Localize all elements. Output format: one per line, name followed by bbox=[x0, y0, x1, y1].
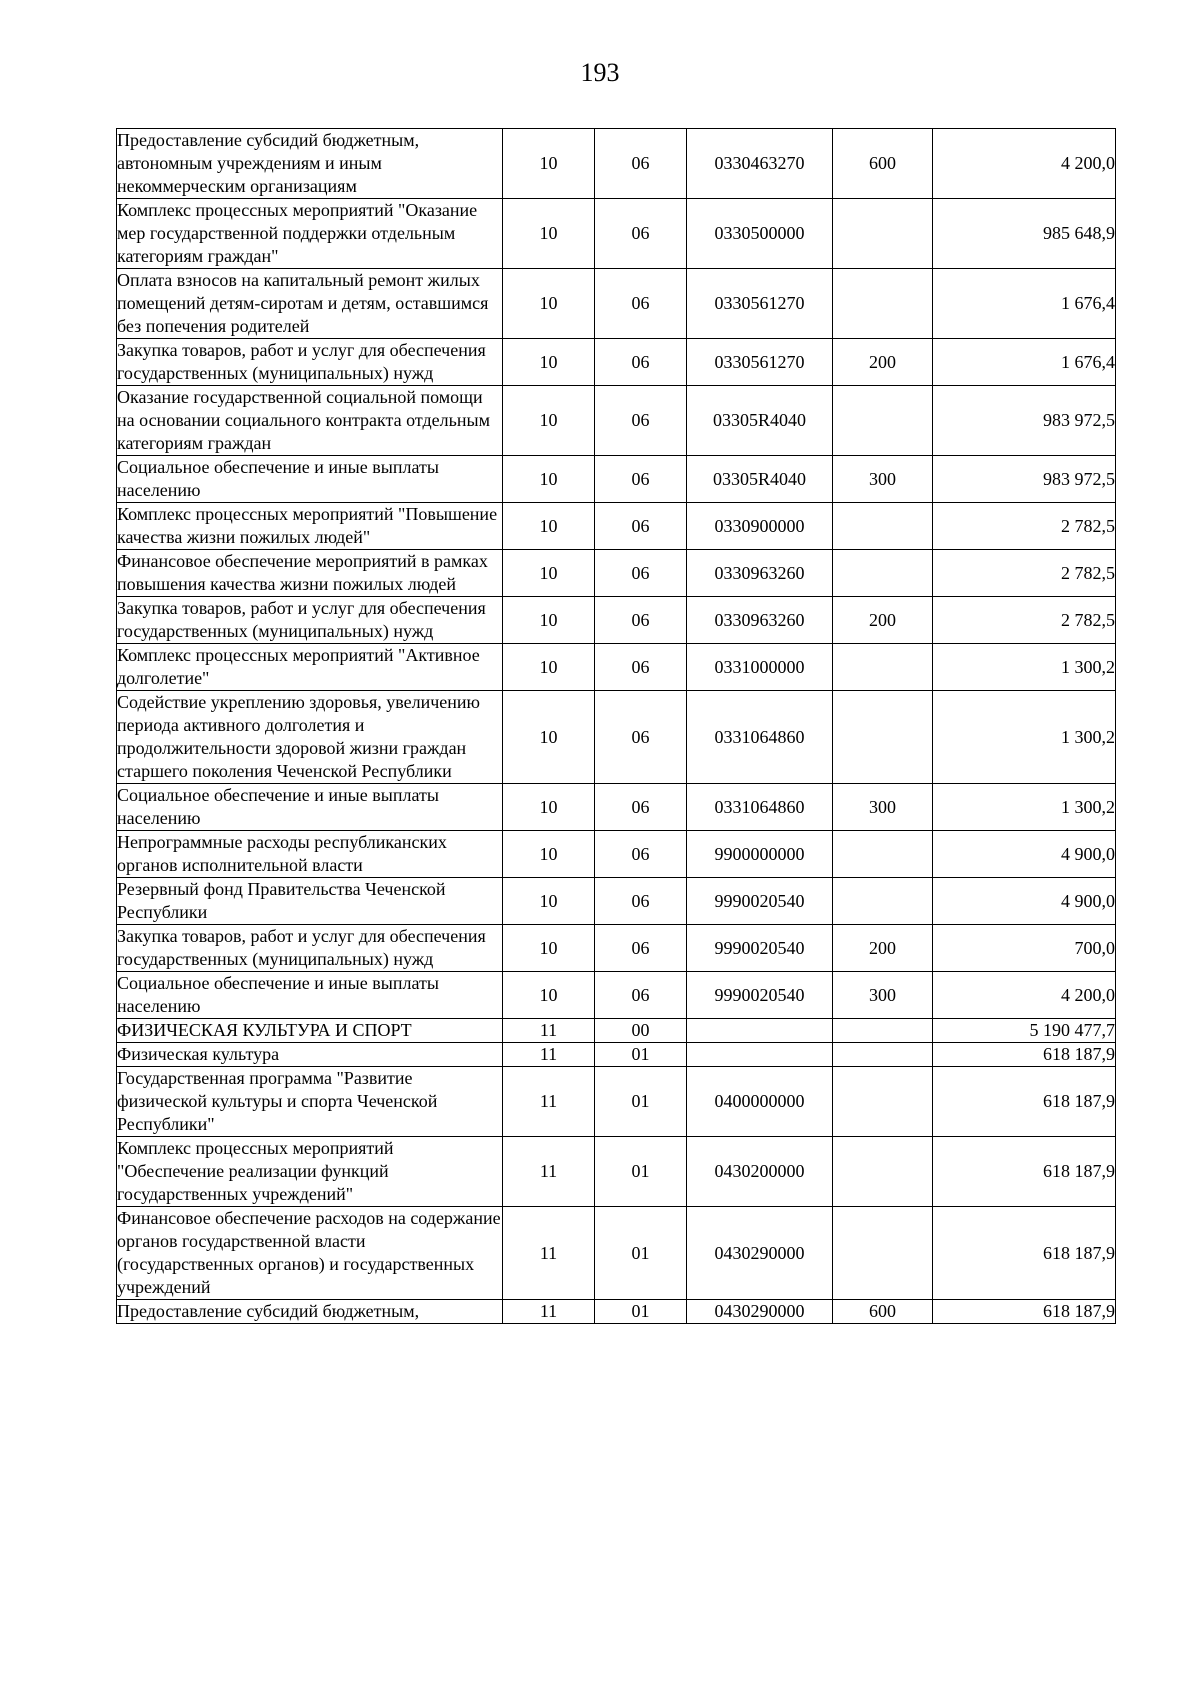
subsection-code-cell: 06 bbox=[595, 386, 687, 456]
target-article-cell: 03305R4040 bbox=[687, 386, 833, 456]
section-code-cell: 10 bbox=[503, 925, 595, 972]
expense-type-cell bbox=[833, 1067, 933, 1137]
subsection-code-cell: 06 bbox=[595, 644, 687, 691]
target-article-cell: 0330463270 bbox=[687, 129, 833, 199]
expense-name-cell: Социальное обеспечение и иные выплаты населению bbox=[117, 784, 503, 831]
expense-type-cell bbox=[833, 503, 933, 550]
expense-name-cell: Содействие укреплению здоровья, увеличению периода активного долголетия и продолжительности здоровой жизни граждан старшего поколения Чеченской Республики bbox=[117, 691, 503, 784]
target-article-cell: 0430290000 bbox=[687, 1300, 833, 1324]
expense-name-cell: Оплата взносов на капитальный ремонт жилых помещений детям-сиротам и детям, оставшимся без попечения родителей bbox=[117, 269, 503, 339]
amount-cell: 1 300,2 bbox=[933, 644, 1116, 691]
table-row bbox=[117, 1137, 1116, 1207]
amount-cell: 618 187,9 bbox=[933, 1043, 1116, 1067]
table-row bbox=[117, 129, 1116, 199]
target-article-cell: 9990020540 bbox=[687, 878, 833, 925]
section-code-cell: 11 bbox=[503, 1043, 595, 1067]
target-article-cell: 0330561270 bbox=[687, 339, 833, 386]
table-row bbox=[117, 199, 1116, 269]
target-article-cell: 0430200000 bbox=[687, 1137, 833, 1207]
table-row bbox=[117, 972, 1116, 1019]
table-row bbox=[117, 1043, 1116, 1067]
table-row bbox=[117, 691, 1116, 784]
subsection-code-cell: 06 bbox=[595, 925, 687, 972]
target-article-cell: 0400000000 bbox=[687, 1067, 833, 1137]
subsection-code-cell: 01 bbox=[595, 1043, 687, 1067]
subsection-code-cell: 06 bbox=[595, 199, 687, 269]
section-code-cell: 10 bbox=[503, 597, 595, 644]
expense-type-cell bbox=[833, 1043, 933, 1067]
target-article-cell: 0330963260 bbox=[687, 597, 833, 644]
subsection-code-cell: 01 bbox=[595, 1207, 687, 1300]
table-row bbox=[117, 386, 1116, 456]
target-article-cell bbox=[687, 1019, 833, 1043]
target-article-cell: 9990020540 bbox=[687, 972, 833, 1019]
amount-cell: 1 676,4 bbox=[933, 269, 1116, 339]
amount-cell: 618 187,9 bbox=[933, 1300, 1116, 1324]
amount-cell: 5 190 477,7 bbox=[933, 1019, 1116, 1043]
expense-name-cell: Государственная программа "Развитие физической культуры и спорта Чеченской Республики" bbox=[117, 1067, 503, 1137]
amount-cell: 983 972,5 bbox=[933, 386, 1116, 456]
amount-cell: 4 900,0 bbox=[933, 878, 1116, 925]
amount-cell: 2 782,5 bbox=[933, 597, 1116, 644]
expense-type-cell bbox=[833, 1207, 933, 1300]
amount-cell: 1 676,4 bbox=[933, 339, 1116, 386]
expense-type-cell: 300 bbox=[833, 972, 933, 1019]
expense-name-cell: Закупка товаров, работ и услуг для обеспечения государственных (муниципальных) нужд bbox=[117, 339, 503, 386]
expense-name-cell: Социальное обеспечение и иные выплаты населению bbox=[117, 972, 503, 1019]
amount-cell: 700,0 bbox=[933, 925, 1116, 972]
amount-cell: 1 300,2 bbox=[933, 691, 1116, 784]
page-number: 193 bbox=[580, 58, 620, 87]
amount-cell: 983 972,5 bbox=[933, 456, 1116, 503]
expense-type-cell: 200 bbox=[833, 597, 933, 644]
subsection-code-cell: 01 bbox=[595, 1300, 687, 1324]
expense-name-cell: ФИЗИЧЕСКАЯ КУЛЬТУРА И СПОРТ bbox=[117, 1019, 503, 1043]
section-code-cell: 10 bbox=[503, 972, 595, 1019]
table-row bbox=[117, 925, 1116, 972]
section-code-cell: 10 bbox=[503, 386, 595, 456]
amount-cell: 985 648,9 bbox=[933, 199, 1116, 269]
expense-type-cell: 600 bbox=[833, 1300, 933, 1324]
table-row bbox=[117, 550, 1116, 597]
table-row bbox=[117, 1207, 1116, 1300]
target-article-cell: 03305R4040 bbox=[687, 456, 833, 503]
subsection-code-cell: 06 bbox=[595, 691, 687, 784]
subsection-code-cell: 00 bbox=[595, 1019, 687, 1043]
amount-cell: 4 900,0 bbox=[933, 831, 1116, 878]
expense-name-cell: Комплекс процессных мероприятий "Повышение качества жизни пожилых людей" bbox=[117, 503, 503, 550]
table-row bbox=[117, 339, 1116, 386]
subsection-code-cell: 06 bbox=[595, 269, 687, 339]
subsection-code-cell: 06 bbox=[595, 831, 687, 878]
amount-cell: 618 187,9 bbox=[933, 1067, 1116, 1137]
target-article-cell: 0331064860 bbox=[687, 691, 833, 784]
section-code-cell: 10 bbox=[503, 339, 595, 386]
target-article-cell: 0330900000 bbox=[687, 503, 833, 550]
expense-name-cell: Комплекс процессных мероприятий "Оказание мер государственной поддержки отдельным категориям граждан" bbox=[117, 199, 503, 269]
amount-cell: 2 782,5 bbox=[933, 503, 1116, 550]
expense-name-cell: Резервный фонд Правительства Чеченской Республики bbox=[117, 878, 503, 925]
expense-name-cell: Непрограммные расходы республиканских органов исполнительной власти bbox=[117, 831, 503, 878]
target-article-cell: 0330561270 bbox=[687, 269, 833, 339]
expense-name-cell: Комплекс процессных мероприятий "Активное долголетие" bbox=[117, 644, 503, 691]
section-code-cell: 10 bbox=[503, 784, 595, 831]
target-article-cell bbox=[687, 1043, 833, 1067]
expense-type-cell bbox=[833, 386, 933, 456]
expense-type-cell: 300 bbox=[833, 784, 933, 831]
section-code-cell: 11 bbox=[503, 1067, 595, 1137]
section-code-cell: 10 bbox=[503, 456, 595, 503]
subsection-code-cell: 06 bbox=[595, 503, 687, 550]
table-row bbox=[117, 1019, 1116, 1043]
expense-name-cell: Оказание государственной социальной помощи на основании социального контракта отдельным категориям граждан bbox=[117, 386, 503, 456]
section-code-cell: 11 bbox=[503, 1137, 595, 1207]
table-row bbox=[117, 503, 1116, 550]
subsection-code-cell: 01 bbox=[595, 1067, 687, 1137]
section-code-cell: 10 bbox=[503, 503, 595, 550]
expense-type-cell bbox=[833, 550, 933, 597]
section-code-cell: 10 bbox=[503, 269, 595, 339]
subsection-code-cell: 06 bbox=[595, 972, 687, 1019]
budget-table-body bbox=[117, 129, 1116, 1324]
subsection-code-cell: 06 bbox=[595, 456, 687, 503]
section-code-cell: 11 bbox=[503, 1207, 595, 1300]
section-code-cell: 10 bbox=[503, 199, 595, 269]
subsection-code-cell: 06 bbox=[595, 878, 687, 925]
section-code-cell: 10 bbox=[503, 691, 595, 784]
expense-type-cell bbox=[833, 269, 933, 339]
expense-type-cell bbox=[833, 831, 933, 878]
table-row bbox=[117, 831, 1116, 878]
table-row bbox=[117, 269, 1116, 339]
expense-type-cell bbox=[833, 1137, 933, 1207]
expense-name-cell: Финансовое обеспечение расходов на содержание органов государственной власти (государственных органов) и государственных учреждений bbox=[117, 1207, 503, 1300]
amount-cell: 618 187,9 bbox=[933, 1137, 1116, 1207]
table-row bbox=[117, 1300, 1116, 1324]
expense-type-cell: 600 bbox=[833, 129, 933, 199]
expense-name-cell: Физическая культура bbox=[117, 1043, 503, 1067]
expense-type-cell bbox=[833, 1019, 933, 1043]
target-article-cell: 0331000000 bbox=[687, 644, 833, 691]
expense-name-cell: Закупка товаров, работ и услуг для обеспечения государственных (муниципальных) нужд bbox=[117, 925, 503, 972]
section-code-cell: 10 bbox=[503, 831, 595, 878]
expense-name-cell: Предоставление субсидий бюджетным, автономным учреждениям и иным некоммерческим организациям bbox=[117, 129, 503, 199]
expense-type-cell bbox=[833, 644, 933, 691]
section-code-cell: 11 bbox=[503, 1300, 595, 1324]
subsection-code-cell: 06 bbox=[595, 597, 687, 644]
target-article-cell: 0430290000 bbox=[687, 1207, 833, 1300]
expense-name-cell: Комплекс процессных мероприятий "Обеспечение реализации функций государственных учреждений" bbox=[117, 1137, 503, 1207]
subsection-code-cell: 06 bbox=[595, 550, 687, 597]
subsection-code-cell: 06 bbox=[595, 339, 687, 386]
subsection-code-cell: 06 bbox=[595, 784, 687, 831]
table-row bbox=[117, 1067, 1116, 1137]
expense-type-cell: 200 bbox=[833, 339, 933, 386]
subsection-code-cell: 01 bbox=[595, 1137, 687, 1207]
amount-cell: 1 300,2 bbox=[933, 784, 1116, 831]
expense-type-cell bbox=[833, 878, 933, 925]
target-article-cell: 9990020540 bbox=[687, 925, 833, 972]
table-row bbox=[117, 597, 1116, 644]
expense-type-cell bbox=[833, 691, 933, 784]
target-article-cell: 0331064860 bbox=[687, 784, 833, 831]
section-code-cell: 10 bbox=[503, 550, 595, 597]
subsection-code-cell: 06 bbox=[595, 129, 687, 199]
target-article-cell: 0330963260 bbox=[687, 550, 833, 597]
expense-name-cell: Социальное обеспечение и иные выплаты населению bbox=[117, 456, 503, 503]
table-row bbox=[117, 644, 1116, 691]
expense-name-cell: Финансовое обеспечение мероприятий в рамках повышения качества жизни пожилых людей bbox=[117, 550, 503, 597]
expense-name-cell: Предоставление субсидий бюджетным, bbox=[117, 1300, 503, 1324]
target-article-cell: 9900000000 bbox=[687, 831, 833, 878]
expense-name-cell: Закупка товаров, работ и услуг для обеспечения государственных (муниципальных) нужд bbox=[117, 597, 503, 644]
expense-type-cell: 200 bbox=[833, 925, 933, 972]
section-code-cell: 10 bbox=[503, 129, 595, 199]
amount-cell: 4 200,0 bbox=[933, 972, 1116, 1019]
target-article-cell: 0330500000 bbox=[687, 199, 833, 269]
table-row bbox=[117, 878, 1116, 925]
table-row bbox=[117, 456, 1116, 503]
table-row bbox=[117, 784, 1116, 831]
amount-cell: 4 200,0 bbox=[933, 129, 1116, 199]
section-code-cell: 10 bbox=[503, 878, 595, 925]
expense-type-cell: 300 bbox=[833, 456, 933, 503]
amount-cell: 618 187,9 bbox=[933, 1207, 1116, 1300]
amount-cell: 2 782,5 bbox=[933, 550, 1116, 597]
budget-table bbox=[116, 128, 1116, 1324]
section-code-cell: 11 bbox=[503, 1019, 595, 1043]
expense-type-cell bbox=[833, 199, 933, 269]
section-code-cell: 10 bbox=[503, 644, 595, 691]
